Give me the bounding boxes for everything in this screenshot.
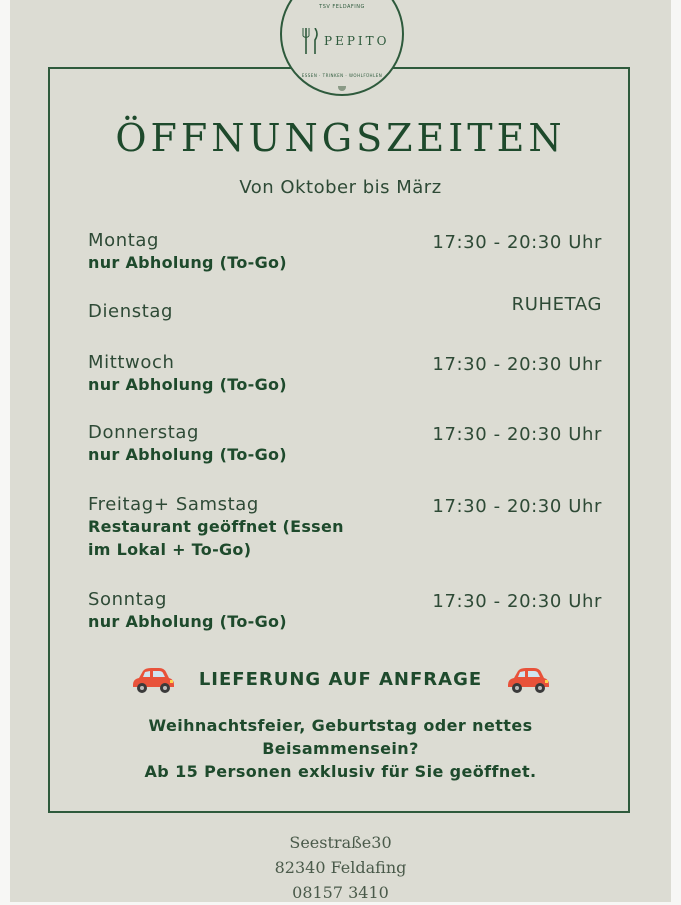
car-icon	[129, 663, 177, 695]
schedule-row-mittwoch	[88, 352, 602, 396]
day-note: nur Abholung (To-Go)	[88, 375, 287, 394]
logo-top-text: TSV FELDAFING	[319, 4, 365, 10]
day-label: Dienstag	[88, 301, 174, 322]
day-label: Mittwoch	[88, 352, 175, 373]
logo-sub-text: ESSEN · TRINKEN · WOHLFÜHLEN	[301, 73, 383, 78]
schedule-row-freitag-samstag	[88, 494, 602, 561]
bowl-icon	[338, 86, 346, 91]
page-title: ÖFFNUNGSZEITEN	[115, 116, 566, 160]
address-street: Seestraße30	[289, 833, 392, 852]
cutlery-icon	[302, 28, 320, 54]
event-promo	[10, 714, 671, 783]
delivery-text: LIEFERUNG AUF ANFRAGE	[198, 668, 483, 690]
season-subtitle: Von Oktober bis März	[239, 177, 442, 198]
promo-line-2: Beisammensein?	[262, 739, 419, 758]
poster	[10, 0, 671, 902]
schedule-row-montag	[88, 230, 602, 274]
address-block	[10, 830, 671, 905]
opening-time: 17:30 - 20:30 Uhr	[432, 354, 602, 375]
opening-time: 17:30 - 20:30 Uhr	[432, 232, 602, 253]
logo-name: PEPITO	[324, 34, 390, 48]
promo-line-1: Weihnachtsfeier, Geburtstag oder nettes	[148, 716, 533, 735]
closed-label: RUHETAG	[511, 294, 602, 315]
schedule-row-sonntag	[88, 589, 602, 633]
opening-time: 17:30 - 20:30 Uhr	[432, 424, 602, 445]
day-note: nur Abholung (To-Go)	[88, 445, 287, 464]
opening-time: 17:30 - 20:30 Uhr	[432, 496, 602, 517]
day-note-line-1: Restaurant geöffnet (Essen	[88, 517, 344, 536]
day-label: Sonntag	[88, 589, 167, 610]
day-note: nur Abholung (To-Go)	[88, 253, 287, 272]
day-label: Donnerstag	[88, 422, 200, 443]
phone-number: 08157 3410	[292, 883, 389, 902]
day-note: nur Abholung (To-Go)	[88, 612, 287, 631]
day-label: Freitag+ Samstag	[88, 494, 259, 515]
schedule-row-dienstag	[88, 294, 602, 322]
delivery-banner	[10, 663, 671, 695]
schedule-row-donnerstag	[88, 422, 602, 466]
day-label: Montag	[88, 230, 160, 251]
day-note-line-2: im Lokal + To-Go)	[88, 540, 252, 559]
promo-line-3: Ab 15 Personen exklusiv für Sie geöffnet.	[144, 762, 537, 781]
car-icon	[504, 663, 552, 695]
address-city: 82340 Feldafing	[274, 858, 407, 877]
opening-time: 17:30 - 20:30 Uhr	[432, 591, 602, 612]
